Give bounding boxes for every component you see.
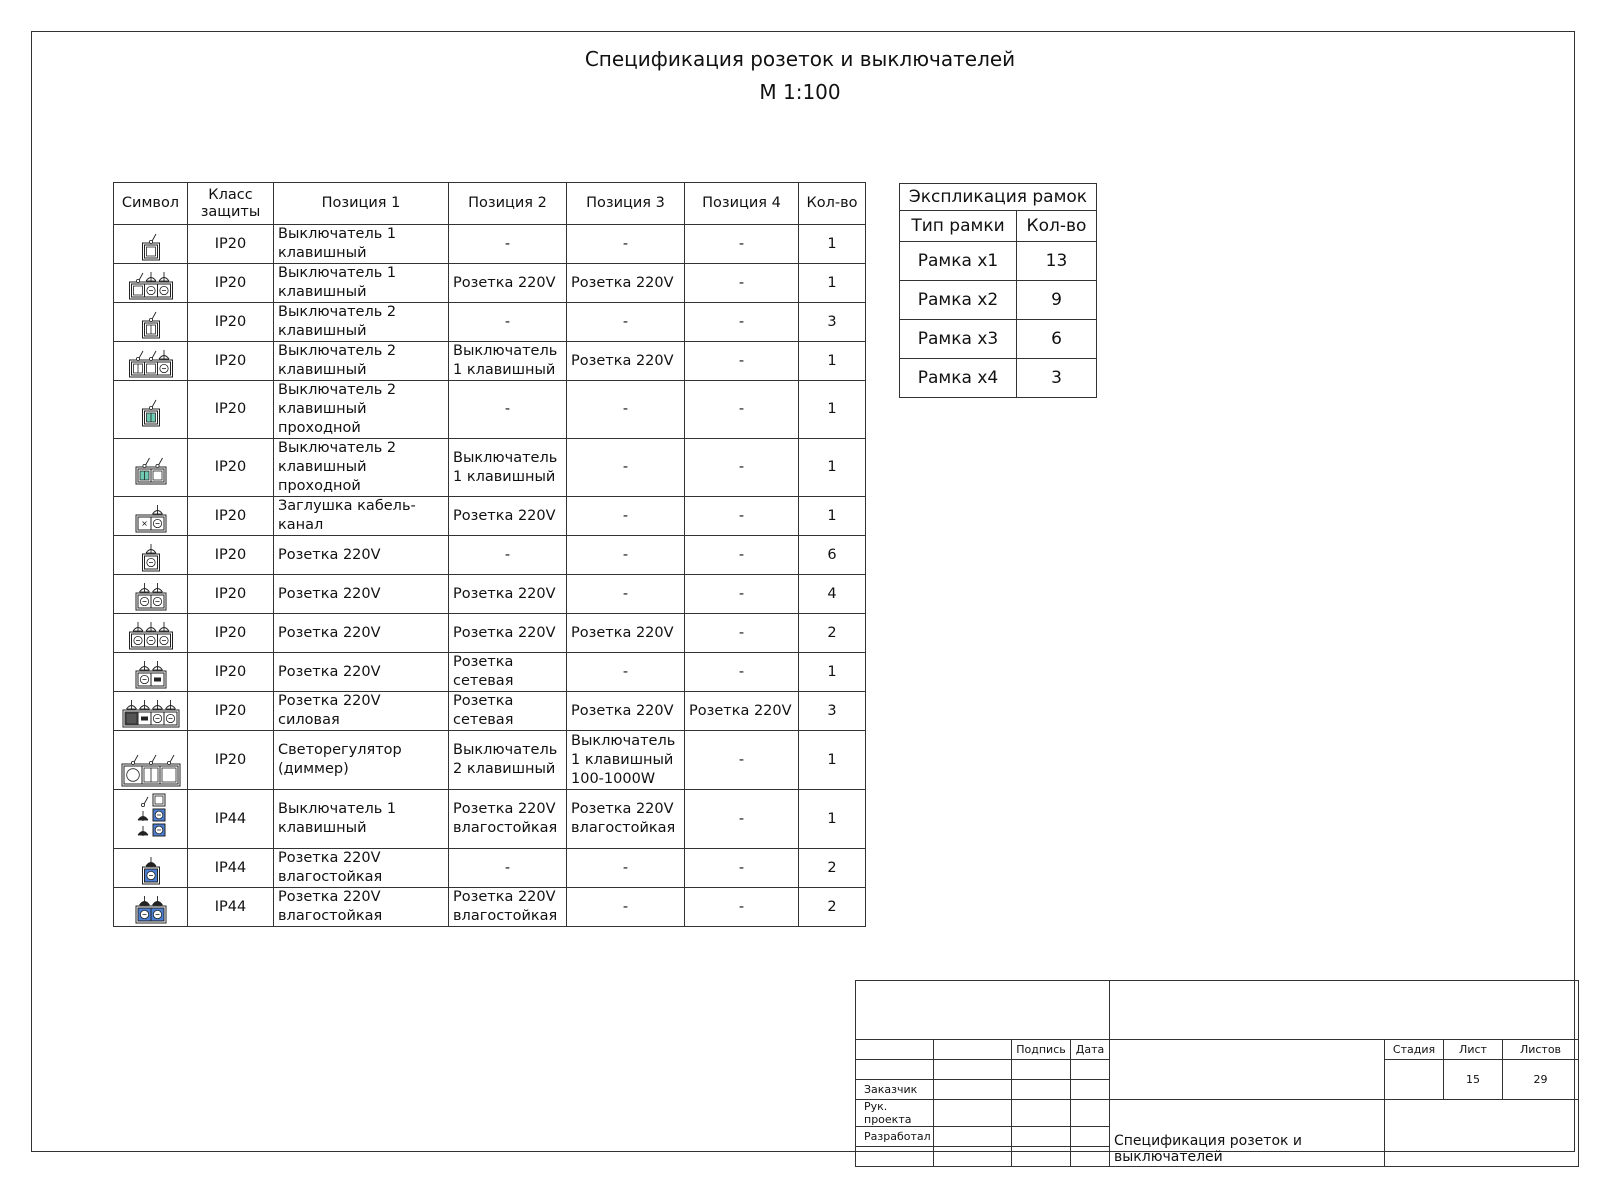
symbol-icon bbox=[115, 450, 187, 486]
stamp-sheet-label: Лист bbox=[1444, 1040, 1503, 1060]
stamp-sheets-label: Листов bbox=[1503, 1040, 1579, 1060]
position4-cell: - bbox=[685, 497, 799, 536]
symbol-icon bbox=[115, 576, 187, 612]
table-row bbox=[114, 653, 866, 692]
symbol-cell bbox=[114, 653, 188, 692]
symbol-cell bbox=[114, 439, 188, 497]
position1-cell: Розетка 220V bbox=[274, 653, 449, 692]
frame-qty: 9 bbox=[1017, 281, 1097, 320]
symbol-icon bbox=[115, 265, 187, 301]
position3-cell: Розетка 220V bbox=[567, 614, 685, 653]
frame-qty: 3 bbox=[1017, 359, 1097, 398]
frames-row bbox=[900, 281, 1097, 320]
symbol-icon bbox=[115, 732, 187, 788]
symbol-icon bbox=[115, 889, 187, 925]
position1-cell: Розетка 220V bbox=[274, 575, 449, 614]
frames-row bbox=[900, 242, 1097, 281]
class-cell: IP20 bbox=[188, 342, 274, 381]
stamp-sheet-number: 15 bbox=[1444, 1060, 1503, 1100]
position1-cell: Розетка 220V bbox=[274, 614, 449, 653]
class-cell: IP44 bbox=[188, 888, 274, 927]
position2-cell: Розетка 220V влагостойкая bbox=[449, 790, 567, 849]
position4-cell: - bbox=[685, 849, 799, 888]
position2-cell: - bbox=[449, 303, 567, 342]
stamp-top-right bbox=[1110, 981, 1579, 1040]
symbol-cell bbox=[114, 303, 188, 342]
table-row bbox=[114, 614, 866, 653]
qty-cell: 3 bbox=[799, 692, 866, 731]
stamp-developer-label: Разработал bbox=[856, 1127, 934, 1147]
position1-cell: Заглушка кабель-канал bbox=[274, 497, 449, 536]
symbol-icon bbox=[115, 343, 187, 379]
position1-cell: Выключатель 2 клавишный bbox=[274, 342, 449, 381]
position4-cell: - bbox=[685, 575, 799, 614]
position1-cell: Выключатель 2 клавишный проходной bbox=[274, 381, 449, 439]
class-cell: IP20 bbox=[188, 614, 274, 653]
position3-cell: Выключатель 1 клавишный 100-1000W bbox=[567, 731, 685, 790]
col-qty: Кол-во bbox=[799, 183, 866, 225]
spec-table bbox=[113, 182, 866, 927]
frames-row bbox=[900, 359, 1097, 398]
class-cell: IP20 bbox=[188, 653, 274, 692]
frame-type: Рамка х3 bbox=[900, 320, 1017, 359]
stamp-stage-label: Стадия bbox=[1385, 1040, 1444, 1060]
frame-qty: 13 bbox=[1017, 242, 1097, 281]
table-row bbox=[114, 849, 866, 888]
qty-cell: 1 bbox=[799, 225, 866, 264]
symbol-cell bbox=[114, 790, 188, 849]
qty-cell: 1 bbox=[799, 439, 866, 497]
qty-cell: 4 bbox=[799, 575, 866, 614]
position4-cell: - bbox=[685, 439, 799, 497]
col-pos3: Позиция 3 bbox=[567, 183, 685, 225]
page-title: Спецификация розеток и выключателей bbox=[584, 47, 1016, 71]
class-cell: IP20 bbox=[188, 264, 274, 303]
stamp-customer-label: Заказчик bbox=[856, 1080, 934, 1100]
frames-row bbox=[900, 320, 1097, 359]
frame-type: Рамка х4 bbox=[900, 359, 1017, 398]
symbol-cell bbox=[114, 692, 188, 731]
col-pos4: Позиция 4 bbox=[685, 183, 799, 225]
table-row bbox=[114, 731, 866, 790]
class-cell: IP44 bbox=[188, 790, 274, 849]
position1-cell: Выключатель 1 клавишный bbox=[274, 225, 449, 264]
table-row bbox=[114, 692, 866, 731]
position4-cell: - bbox=[685, 303, 799, 342]
position2-cell: - bbox=[449, 849, 567, 888]
table-row bbox=[114, 497, 866, 536]
position2-cell: Розетка 220V влагостойкая bbox=[449, 888, 567, 927]
title-block bbox=[855, 980, 1579, 1167]
stamp-center bbox=[1110, 1040, 1385, 1100]
symbol-cell bbox=[114, 731, 188, 790]
position4-cell: Розетка 220V bbox=[685, 692, 799, 731]
position2-cell: Розетка 220V bbox=[449, 497, 567, 536]
position2-cell: Розетка сетевая bbox=[449, 653, 567, 692]
table-row bbox=[114, 225, 866, 264]
symbol-icon bbox=[115, 850, 187, 886]
table-row bbox=[114, 264, 866, 303]
class-cell: IP20 bbox=[188, 692, 274, 731]
position2-cell: Розетка сетевая bbox=[449, 692, 567, 731]
class-cell: IP20 bbox=[188, 536, 274, 575]
table-row bbox=[114, 575, 866, 614]
position3-cell: Розетка 220V bbox=[567, 342, 685, 381]
scale-label: М 1:100 bbox=[759, 80, 841, 104]
spec-body bbox=[114, 225, 866, 927]
position2-cell: Выключатель 1 клавишный bbox=[449, 342, 567, 381]
position3-cell: - bbox=[567, 575, 685, 614]
qty-cell: 1 bbox=[799, 342, 866, 381]
symbol-icon bbox=[115, 304, 187, 340]
position3-cell: - bbox=[567, 381, 685, 439]
col-pos2: Позиция 2 bbox=[449, 183, 567, 225]
position4-cell: - bbox=[685, 731, 799, 790]
stamp-bottom-right bbox=[1385, 1100, 1579, 1167]
table-row bbox=[114, 888, 866, 927]
qty-cell: 1 bbox=[799, 381, 866, 439]
class-cell: IP20 bbox=[188, 381, 274, 439]
qty-cell: 3 bbox=[799, 303, 866, 342]
table-row bbox=[114, 790, 866, 849]
col-pos1: Позиция 1 bbox=[274, 183, 449, 225]
position2-cell: Розетка 220V bbox=[449, 264, 567, 303]
position3-cell: - bbox=[567, 497, 685, 536]
class-cell: IP20 bbox=[188, 731, 274, 790]
stamp-top-left bbox=[856, 981, 1110, 1040]
table-row bbox=[114, 303, 866, 342]
class-cell: IP44 bbox=[188, 849, 274, 888]
symbol-icon bbox=[115, 226, 187, 262]
symbol-icon bbox=[115, 537, 187, 573]
qty-cell: 2 bbox=[799, 888, 866, 927]
position1-cell: Выключатель 1 клавишный bbox=[274, 264, 449, 303]
frame-type: Рамка х2 bbox=[900, 281, 1017, 320]
symbol-icon bbox=[115, 615, 187, 651]
position4-cell: - bbox=[685, 225, 799, 264]
table-row bbox=[114, 536, 866, 575]
position1-cell: Розетка 220V влагостойкая bbox=[274, 888, 449, 927]
frames-table bbox=[899, 183, 1097, 398]
position3-cell: Розетка 220V bbox=[567, 692, 685, 731]
frames-col-qty: Кол-во bbox=[1017, 211, 1097, 242]
position2-cell: Розетка 220V bbox=[449, 614, 567, 653]
position4-cell: - bbox=[685, 888, 799, 927]
symbol-icon bbox=[115, 498, 187, 534]
position1-cell: Розетка 220V влагостойкая bbox=[274, 849, 449, 888]
qty-cell: 6 bbox=[799, 536, 866, 575]
symbol-cell bbox=[114, 342, 188, 381]
table-row bbox=[114, 381, 866, 439]
position3-cell: - bbox=[567, 536, 685, 575]
qty-cell: 1 bbox=[799, 653, 866, 692]
class-cell: IP20 bbox=[188, 439, 274, 497]
position4-cell: - bbox=[685, 790, 799, 849]
symbol-cell bbox=[114, 536, 188, 575]
position3-cell: - bbox=[567, 225, 685, 264]
position2-cell: - bbox=[449, 225, 567, 264]
position4-cell: - bbox=[685, 381, 799, 439]
position3-cell: Розетка 220V bbox=[567, 264, 685, 303]
position1-cell: Выключатель 2 клавишный bbox=[274, 303, 449, 342]
position1-cell: Выключатель 1 клавишный bbox=[274, 790, 449, 849]
qty-cell: 1 bbox=[799, 497, 866, 536]
position1-cell: Выключатель 2 клавишный проходной bbox=[274, 439, 449, 497]
position2-cell: Розетка 220V bbox=[449, 575, 567, 614]
symbol-cell bbox=[114, 264, 188, 303]
stamp-signature-label: Подпись bbox=[1012, 1040, 1071, 1060]
position4-cell: - bbox=[685, 342, 799, 381]
stamp-sheets-total: 29 bbox=[1503, 1060, 1579, 1100]
position2-cell: Выключатель 1 клавишный bbox=[449, 439, 567, 497]
symbol-cell bbox=[114, 225, 188, 264]
class-cell: IP20 bbox=[188, 225, 274, 264]
symbol-cell bbox=[114, 575, 188, 614]
class-cell: IP20 bbox=[188, 575, 274, 614]
class-cell: IP20 bbox=[188, 303, 274, 342]
position3-cell: Розетка 220V влагостойкая bbox=[567, 790, 685, 849]
qty-cell: 1 bbox=[799, 264, 866, 303]
stamp-date-label: Дата bbox=[1071, 1040, 1110, 1060]
symbol-cell bbox=[114, 849, 188, 888]
stamp-stage-value bbox=[1385, 1060, 1444, 1100]
position2-cell: - bbox=[449, 381, 567, 439]
stamp-project-head-label: Рук. проекта bbox=[856, 1100, 934, 1127]
position1-cell: Розетка 220V силовая bbox=[274, 692, 449, 731]
position3-cell: - bbox=[567, 653, 685, 692]
table-row bbox=[114, 342, 866, 381]
position4-cell: - bbox=[685, 264, 799, 303]
position3-cell: - bbox=[567, 888, 685, 927]
position2-cell: - bbox=[449, 536, 567, 575]
qty-cell: 2 bbox=[799, 849, 866, 888]
qty-cell: 1 bbox=[799, 731, 866, 790]
position4-cell: - bbox=[685, 536, 799, 575]
col-class: Класс защиты bbox=[188, 183, 274, 225]
symbol-cell bbox=[114, 614, 188, 653]
position1-cell: Светорегулятор (диммер) bbox=[274, 731, 449, 790]
position1-cell: Розетка 220V bbox=[274, 536, 449, 575]
position4-cell: - bbox=[685, 653, 799, 692]
frames-caption: Экспликация рамок bbox=[900, 184, 1097, 211]
symbol-cell bbox=[114, 497, 188, 536]
frame-qty: 6 bbox=[1017, 320, 1097, 359]
position2-cell: Выключатель 2 клавишный bbox=[449, 731, 567, 790]
symbol-cell bbox=[114, 381, 188, 439]
position3-cell: - bbox=[567, 303, 685, 342]
position3-cell: - bbox=[567, 849, 685, 888]
qty-cell: 1 bbox=[799, 790, 866, 849]
symbol-icon bbox=[115, 791, 187, 847]
spec-header-row bbox=[114, 183, 866, 225]
frame-type: Рамка х1 bbox=[900, 242, 1017, 281]
symbol-icon bbox=[115, 654, 187, 690]
frames-col-type: Тип рамки bbox=[900, 211, 1017, 242]
symbol-cell bbox=[114, 888, 188, 927]
symbol-icon bbox=[115, 693, 187, 729]
col-symbol: Символ bbox=[114, 183, 188, 225]
position3-cell: - bbox=[567, 439, 685, 497]
position4-cell: - bbox=[685, 614, 799, 653]
symbol-icon bbox=[115, 392, 187, 428]
table-row bbox=[114, 439, 866, 497]
qty-cell: 2 bbox=[799, 614, 866, 653]
stamp-document-title: Спецификация розеток и выключателей bbox=[1110, 1100, 1385, 1167]
class-cell: IP20 bbox=[188, 497, 274, 536]
